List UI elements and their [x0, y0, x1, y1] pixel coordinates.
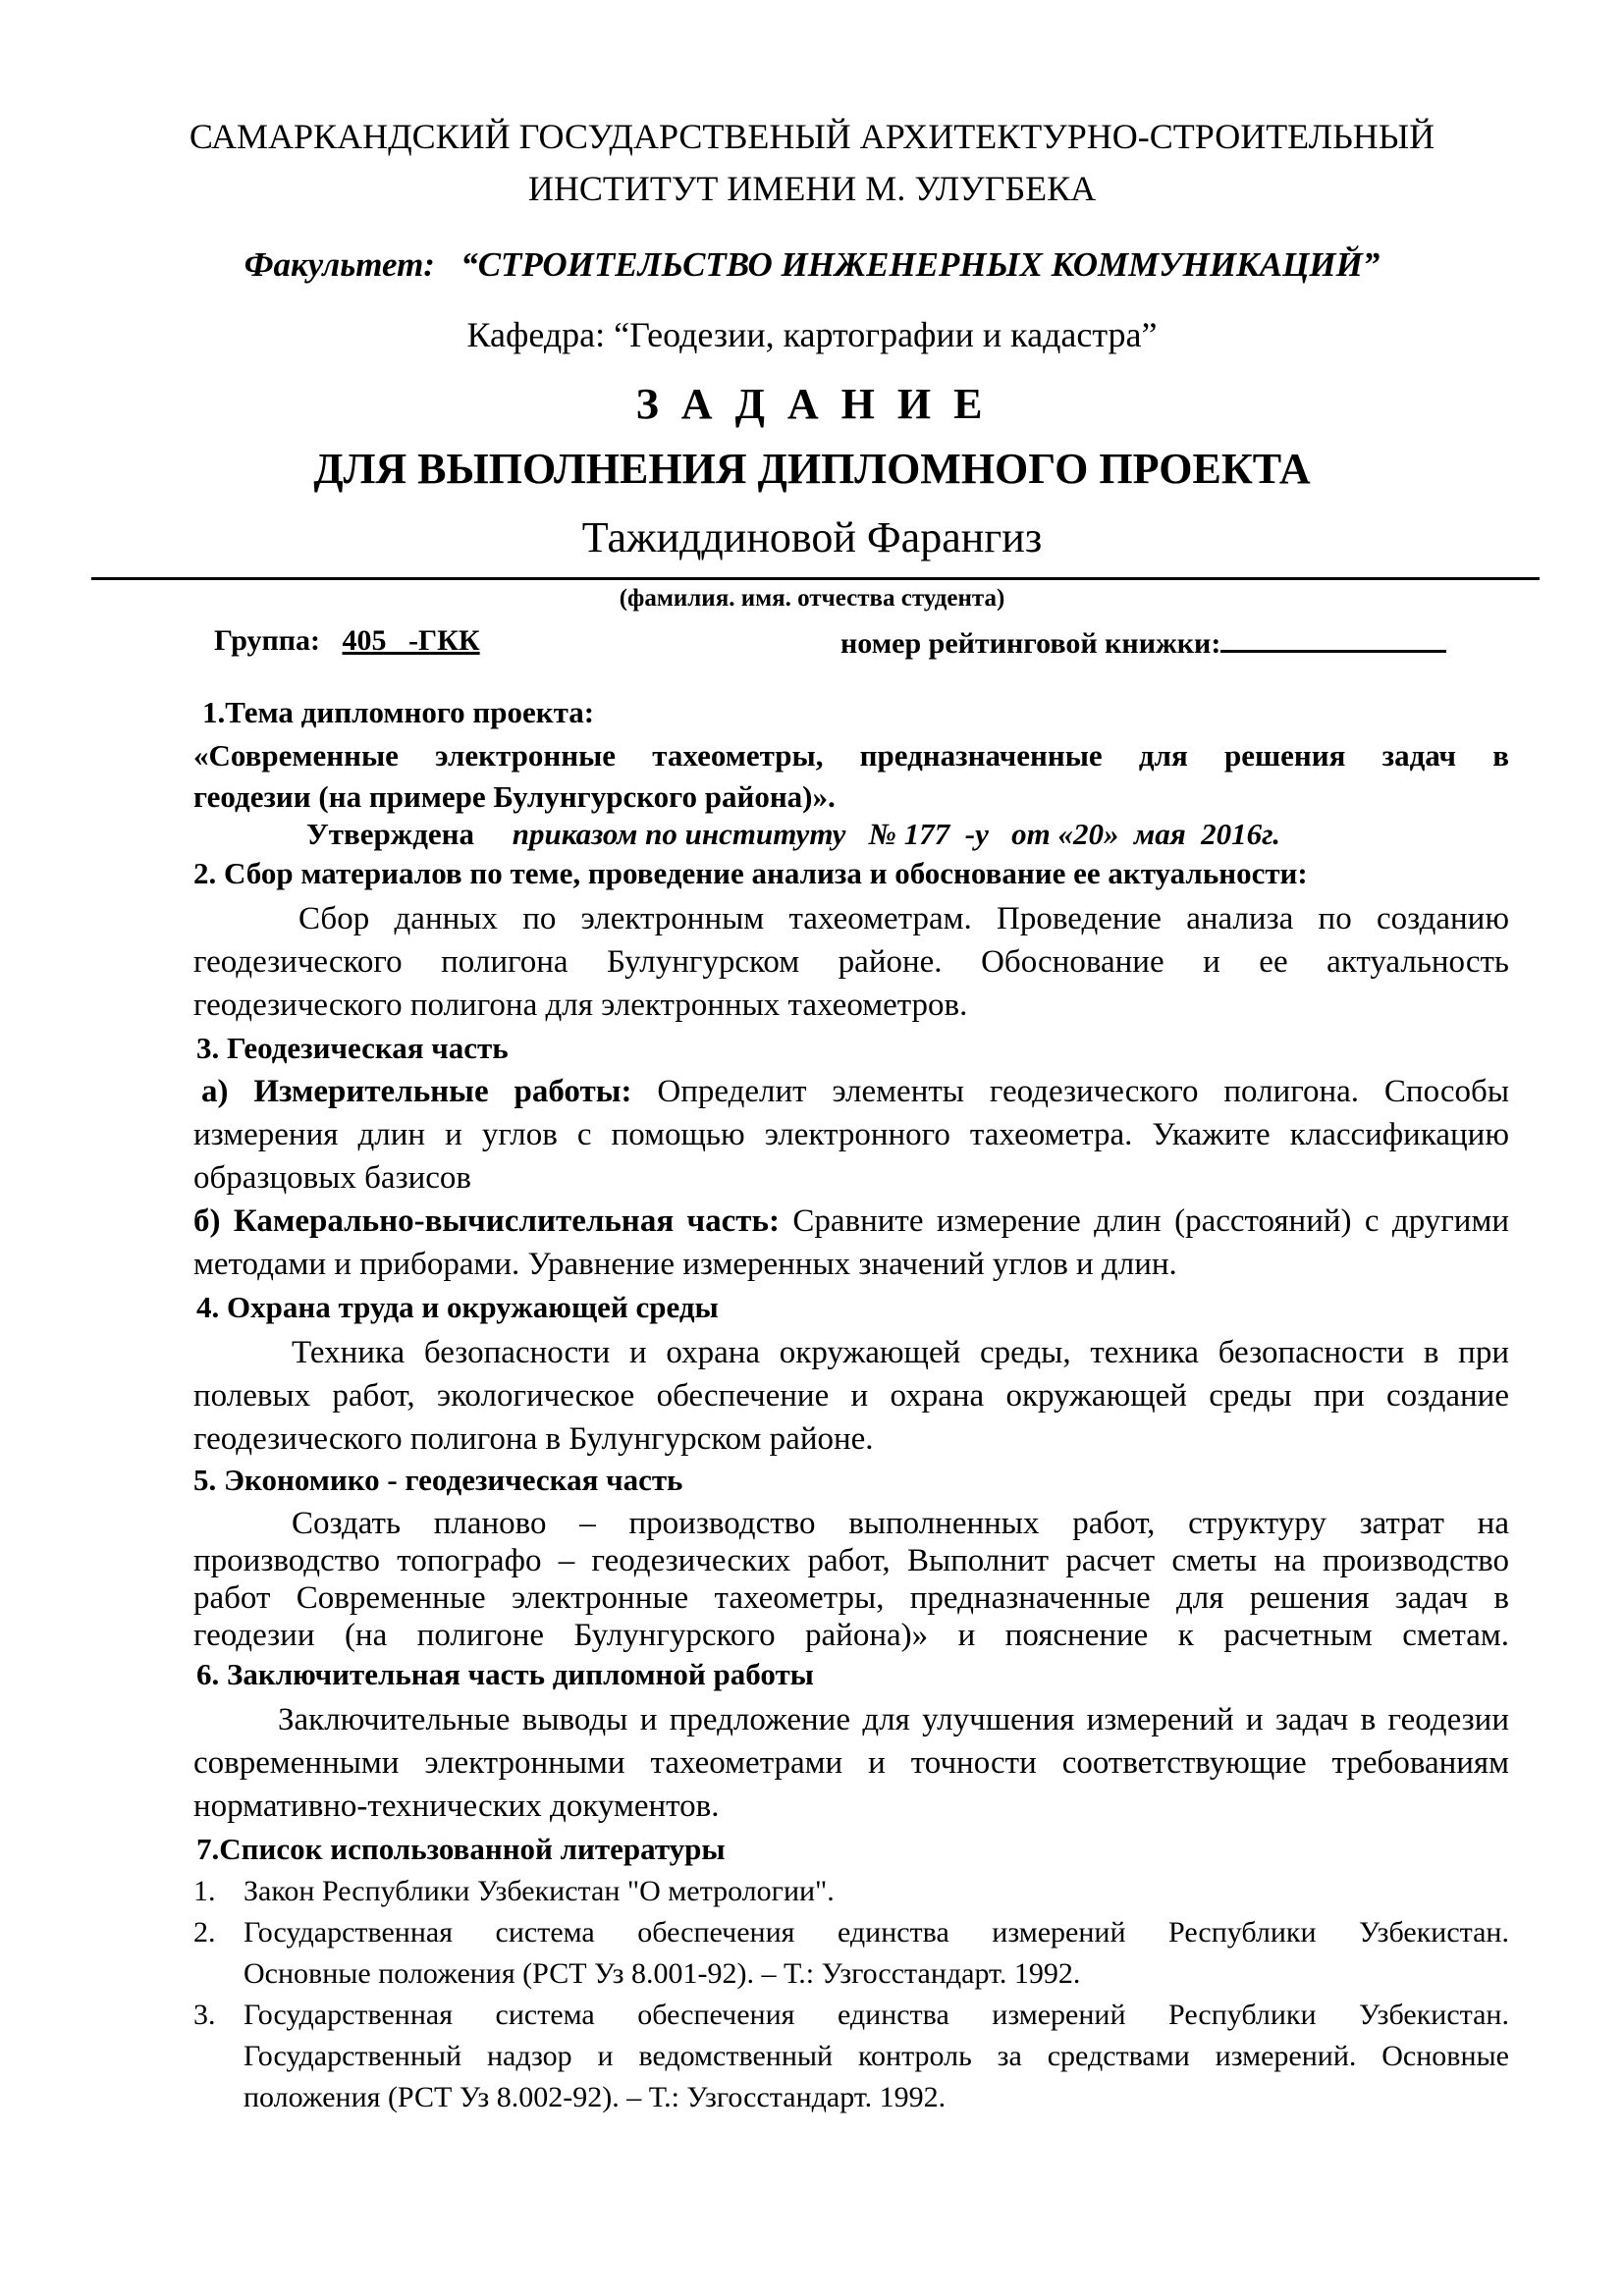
record-book-blank — [1220, 624, 1446, 653]
literature-item-3-line2: Государственный надзор и ведомственный контроль за средствами измерений. Основные — [244, 2040, 1509, 2072]
faculty-line — [0, 245, 1624, 285]
literature-item-2-number: 2. — [193, 1916, 216, 1949]
section4-line2: полевых работ, экологическое обеспечение и охрана окружающей среды при создание — [193, 1378, 1509, 1414]
approval-text: приказом по институту № 177 -у от «20» мая 2016г. — [512, 817, 1280, 851]
section5-line3: работ Современные электронные тахеометры, предназначенные для решения задач в — [193, 1580, 1509, 1616]
section2-line3: геодезического полигона для электронных тахеометров. — [193, 988, 968, 1023]
section3a-line2: измерения длин и углов с помощью электронного тахеометра. Укажите классификацию — [193, 1117, 1509, 1152]
section3a-line1 — [193, 1070, 1509, 1113]
section3b-text1: Сравните измерение длин (расстояний) с другими — [792, 1203, 1510, 1239]
group-label: Группа: — [214, 624, 321, 657]
literature-item-1-line1: Закон Республики Узбекистан "О метрологии". — [244, 1875, 835, 1907]
department-line: Кафедра: “Геодезии, картографии и кадастра” — [466, 315, 1158, 354]
section3b-label: б) Камерально-вычислительная часть: — [193, 1203, 780, 1239]
literature-item-3-line1: Государственная система обеспечения единства измерений Республики Узбекистан. — [244, 1999, 1509, 2031]
section4-heading: 4. Охрана труда и окружающей среды — [196, 1290, 719, 1324]
section2-heading: 2. Сбор материалов по теме, проведение анализа и обоснование ее актуальности: — [193, 856, 1308, 890]
document-title: З А Д А Н И Е — [635, 380, 989, 428]
faculty-label: Факультет: — [244, 245, 435, 284]
group-value: 405 -ГКК — [342, 624, 480, 657]
literature-item-3 — [244, 1995, 1509, 2118]
literature-item-3-number: 3. — [193, 1999, 216, 2031]
section6-line3: нормативно-технических документов. — [193, 1789, 720, 1824]
record-book-field — [840, 624, 1446, 661]
section5-heading: 5. Экономико - геодезическая часть — [193, 1463, 683, 1497]
topic-line1: «Современные электронные тахеометры, предназначенные для решения задач в — [193, 738, 1509, 773]
literature-item-1 — [244, 1871, 1509, 1912]
literature-item-2-line1: Государственная система обеспечения единства измерений Республики Узбекистан. — [244, 1916, 1509, 1949]
section5-line4: геодезии (на полигоне Булунгурского района)» и пояснение к расчетным сметам. — [193, 1618, 1509, 1653]
section3b-line1 — [193, 1200, 1509, 1243]
section6-line1: Заключительные выводы и предложение для улучшения измерений и задач в геодезии — [278, 1702, 1509, 1737]
record-book-label: номер рейтинговой книжки: — [840, 627, 1221, 660]
section3a-line3: образцовых базисов — [193, 1160, 471, 1196]
student-name: Тажиддиновой Фарангиз — [581, 513, 1043, 561]
section3a-text1: Определит элементы геодезического полигона. Способы — [657, 1074, 1510, 1109]
institute-name-line1: САМАРКАНДСКИЙ ГОСУДАРСТВЕНЫЙ АРХИТЕКТУРНО-СТРОИТЕЛЬНЫЙ — [189, 117, 1435, 156]
approval-label: Утверждена — [306, 817, 474, 851]
section6-line2: современными электронными тахеометрами и точности соответствующие требованиям — [193, 1745, 1509, 1781]
name-caption: (фамилия. имя. отчества студента) — [619, 585, 1005, 612]
faculty-name: “СТРОИТЕЛЬСТВО ИНЖЕНЕРНЫХ КОММУНИКАЦИЙ” — [460, 245, 1380, 284]
section5-line1: Создать планово – производство выполненных работ, структуру затрат на — [292, 1506, 1509, 1541]
section3-heading: 3. Геодезическая часть — [196, 1031, 509, 1065]
institute-name-line2: ИНСТИТУТ ИМЕНИ М. УЛУГБЕКА — [527, 169, 1097, 208]
literature-item-2 — [244, 1912, 1509, 1995]
section4-line1: Техника безопасности и охрана окружающей среды, техника безопасности в при — [292, 1335, 1509, 1370]
section4-line3: геодезического полигона в Булунгурском районе. — [193, 1421, 874, 1457]
section3a-label: а) Измерительные работы: — [201, 1074, 632, 1109]
literature-item-3-line3: положения (РСТ Уз 8.002-92). – Т.: Узгосстандарт. 1992. — [244, 2081, 947, 2113]
group-field — [214, 624, 480, 658]
section3b-line2: методами и приборами. Уравнение измеренных значений углов и длин. — [193, 1247, 1177, 1282]
name-underline — [91, 577, 1540, 580]
literature-item-2-line2: Основные положения (РСТ Уз 8.001-92). – Т.: Узгосстандарт. 1992. — [244, 1957, 1081, 1990]
topic-line2: геодезии (на примере Булунгурского района)». — [193, 779, 836, 814]
section6-heading: 6. Заключительная часть дипломной работы — [196, 1657, 814, 1691]
approval-line — [306, 817, 1280, 852]
document-subtitle: ДЛЯ ВЫПОЛНЕНИЯ ДИПЛОМНОГО ПРОЕКТА — [313, 445, 1311, 493]
section5-line2: производство топографо – геодезических работ, Выполнит расчет сметы на производство — [193, 1543, 1509, 1578]
section1-heading: 1.Тема дипломного проекта: — [202, 695, 595, 729]
section2-line1: Сбор данных по электронным тахеометрам. Проведение анализа по созданию — [298, 901, 1509, 936]
section7-heading: 7.Список использованной литературы — [196, 1832, 726, 1866]
literature-item-1-number: 1. — [193, 1875, 216, 1907]
section2-line2: геодезического полигона Булунгурском районе. Обоснование и ее актуальность — [193, 944, 1509, 980]
